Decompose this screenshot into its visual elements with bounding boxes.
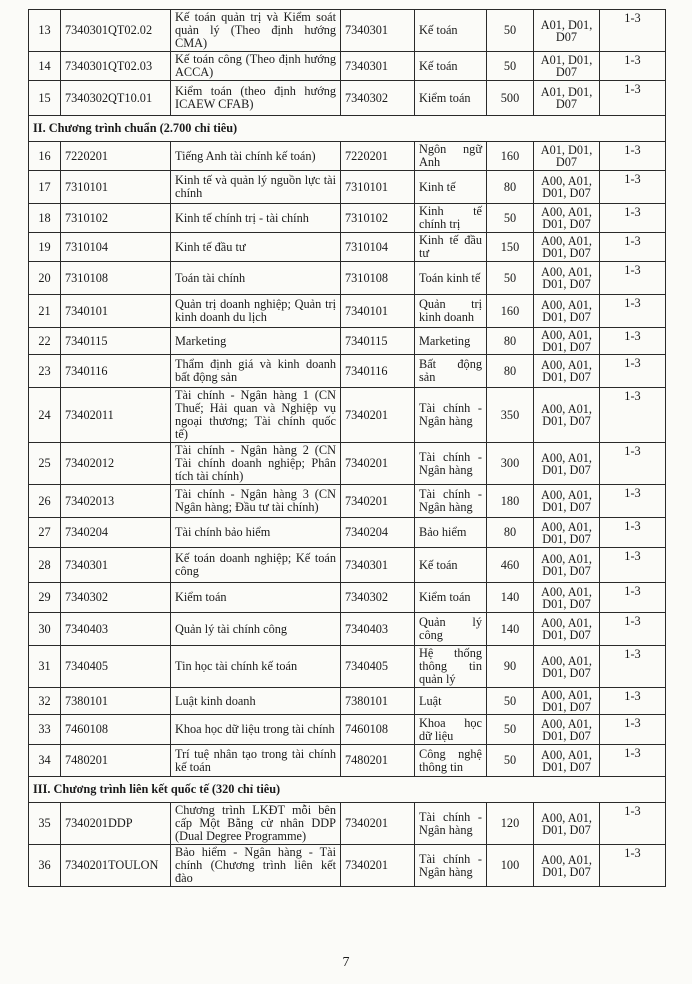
note-cell: 1-3	[600, 142, 666, 171]
program-name-cell: Kế toán quản trị và Kiểm soát quản lý (Theo định hướng CMA)	[171, 10, 341, 52]
code-cell: 7340302	[61, 583, 171, 613]
stt-cell: 17	[29, 171, 61, 204]
code-cell: 7310102	[61, 204, 171, 233]
subject-combo-cell: A00, A01, D01, D07	[534, 204, 600, 233]
program-name-cell: Khoa học dữ liệu trong tài chính	[171, 715, 341, 745]
note-cell: 1-3	[600, 646, 666, 688]
stt-cell: 30	[29, 613, 61, 646]
code-cell: 7340201DDP	[61, 803, 171, 845]
table-row	[29, 646, 666, 688]
subject-combo-cell: A00, A01, D01, D07	[534, 803, 600, 845]
stt-cell: 20	[29, 262, 61, 295]
major-name-cell: Tài chính - Ngân hàng	[415, 485, 487, 518]
quota-cell: 140	[487, 613, 534, 646]
code-cell: 7340301QT02.02	[61, 10, 171, 52]
code-cell: 7340405	[61, 646, 171, 688]
table-row	[29, 171, 666, 204]
major-name-cell: Quản lý công	[415, 613, 487, 646]
code-cell: 7220201	[61, 142, 171, 171]
subject-combo-cell: A00, A01, D01, D07	[534, 295, 600, 328]
subject-combo-cell: A00, A01, D01, D07	[534, 583, 600, 613]
major-name-cell: Ngôn ngữ Anh	[415, 142, 487, 171]
code-cell: 7340201TOULON	[61, 845, 171, 887]
quota-cell: 160	[487, 142, 534, 171]
code-cell: 7480201	[61, 745, 171, 777]
code-cell: 7340204	[61, 518, 171, 548]
table-row	[29, 745, 666, 777]
stt-cell: 23	[29, 355, 61, 388]
major-code-cell: 7340403	[341, 613, 415, 646]
table-row	[29, 10, 666, 52]
note-cell: 1-3	[600, 52, 666, 81]
quota-cell: 460	[487, 548, 534, 583]
subject-combo-cell: A00, A01, D01, D07	[534, 443, 600, 485]
subject-combo-cell: A00, A01, D01, D07	[534, 715, 600, 745]
table-row	[29, 485, 666, 518]
subject-combo-cell: A00, A01, D01, D07	[534, 355, 600, 388]
note-cell: 1-3	[600, 485, 666, 518]
stt-cell: 31	[29, 646, 61, 688]
code-cell: 73402012	[61, 443, 171, 485]
stt-cell: 15	[29, 81, 61, 116]
quota-cell: 180	[487, 485, 534, 518]
quota-cell: 120	[487, 803, 534, 845]
stt-cell: 19	[29, 233, 61, 262]
major-code-cell: 7340204	[341, 518, 415, 548]
subject-combo-cell: A00, A01, D01, D07	[534, 518, 600, 548]
note-cell: 1-3	[600, 688, 666, 715]
stt-cell: 22	[29, 328, 61, 355]
code-cell: 7310108	[61, 262, 171, 295]
table-row	[29, 803, 666, 845]
quota-cell: 90	[487, 646, 534, 688]
subject-combo-cell: A00, A01, D01, D07	[534, 388, 600, 443]
major-name-cell: Quản trị kinh doanh	[415, 295, 487, 328]
major-code-cell: 7340405	[341, 646, 415, 688]
program-name-cell: Tài chính - Ngân hàng 2 (CN Tài chính doanh nghiệp; Phân tích tài chính)	[171, 443, 341, 485]
major-code-cell: 7340116	[341, 355, 415, 388]
major-name-cell: Toán kinh tế	[415, 262, 487, 295]
major-name-cell: Hệ thống thông tin quản lý	[415, 646, 487, 688]
major-code-cell: 7310108	[341, 262, 415, 295]
major-code-cell: 7310102	[341, 204, 415, 233]
section-title: II. Chương trình chuẩn (2.700 chỉ tiêu)	[29, 116, 666, 142]
stt-cell: 28	[29, 548, 61, 583]
table-row	[29, 262, 666, 295]
subject-combo-cell: A00, A01, D01, D07	[534, 233, 600, 262]
table-body	[29, 10, 666, 887]
program-name-cell: Quản trị doanh nghiệp; Quản trị kinh doanh du lịch	[171, 295, 341, 328]
code-cell: 73402011	[61, 388, 171, 443]
quota-cell: 80	[487, 171, 534, 204]
stt-cell: 25	[29, 443, 61, 485]
major-code-cell: 7310104	[341, 233, 415, 262]
subject-combo-cell: A01, D01, D07	[534, 81, 600, 116]
program-name-cell: Tài chính bảo hiểm	[171, 518, 341, 548]
table-row	[29, 295, 666, 328]
subject-combo-cell: A01, D01, D07	[534, 52, 600, 81]
program-name-cell: Kinh tế chính trị - tài chính	[171, 204, 341, 233]
program-name-cell: Kiểm toán	[171, 583, 341, 613]
major-code-cell: 7460108	[341, 715, 415, 745]
stt-cell: 32	[29, 688, 61, 715]
subject-combo-cell: A01, D01, D07	[534, 10, 600, 52]
subject-combo-cell: A00, A01, D01, D07	[534, 646, 600, 688]
code-cell: 7340301	[61, 548, 171, 583]
program-name-cell: Chương trình LKĐT mỗi bên cấp Một Bằng cử nhân DDP (Dual Degree Programme)	[171, 803, 341, 845]
major-name-cell: Kinh tế	[415, 171, 487, 204]
section-title: III. Chương trình liên kết quốc tế (320 chỉ tiêu)	[29, 777, 666, 803]
major-code-cell: 7340201	[341, 443, 415, 485]
note-cell: 1-3	[600, 262, 666, 295]
note-cell: 1-3	[600, 204, 666, 233]
table-row	[29, 233, 666, 262]
quota-cell: 80	[487, 328, 534, 355]
major-code-cell: 7340302	[341, 583, 415, 613]
major-code-cell: 7310101	[341, 171, 415, 204]
major-name-cell: Kế toán	[415, 52, 487, 81]
major-name-cell: Kiểm toán	[415, 81, 487, 116]
stt-cell: 16	[29, 142, 61, 171]
major-name-cell: Luật	[415, 688, 487, 715]
major-name-cell: Tài chính - Ngân hàng	[415, 443, 487, 485]
table-row	[29, 548, 666, 583]
table-row	[29, 142, 666, 171]
major-name-cell: Công nghệ thông tin	[415, 745, 487, 777]
stt-cell: 34	[29, 745, 61, 777]
program-name-cell: Tin học tài chính kế toán	[171, 646, 341, 688]
major-code-cell: 7340101	[341, 295, 415, 328]
table-row	[29, 613, 666, 646]
program-name-cell: Quản lý tài chính công	[171, 613, 341, 646]
subject-combo-cell: A00, A01, D01, D07	[534, 262, 600, 295]
table-row	[29, 388, 666, 443]
code-cell: 7340101	[61, 295, 171, 328]
subject-combo-cell: A00, A01, D01, D07	[534, 485, 600, 518]
stt-cell: 24	[29, 388, 61, 443]
quota-cell: 50	[487, 688, 534, 715]
major-name-cell: Bất động sản	[415, 355, 487, 388]
note-cell: 1-3	[600, 583, 666, 613]
program-name-cell: Toán tài chính	[171, 262, 341, 295]
major-code-cell: 7340302	[341, 81, 415, 116]
quota-cell: 100	[487, 845, 534, 887]
table-row	[29, 52, 666, 81]
major-name-cell: Kiểm toán	[415, 583, 487, 613]
quota-cell: 50	[487, 204, 534, 233]
quota-cell: 140	[487, 583, 534, 613]
code-cell: 7340116	[61, 355, 171, 388]
major-name-cell: Tài chính - Ngân hàng	[415, 388, 487, 443]
code-cell: 7340301QT02.03	[61, 52, 171, 81]
stt-cell: 27	[29, 518, 61, 548]
subject-combo-cell: A00, A01, D01, D07	[534, 328, 600, 355]
table-row	[29, 583, 666, 613]
program-name-cell: Kinh tế đầu tư	[171, 233, 341, 262]
stt-cell: 36	[29, 845, 61, 887]
major-name-cell: Tài chính - Ngân hàng	[415, 845, 487, 887]
note-cell: 1-3	[600, 295, 666, 328]
program-name-cell: Tài chính - Ngân hàng 3 (CN Ngân hàng; Đầu tư tài chính)	[171, 485, 341, 518]
note-cell: 1-3	[600, 443, 666, 485]
table-row	[29, 81, 666, 116]
table-row	[29, 715, 666, 745]
quota-cell: 350	[487, 388, 534, 443]
quota-cell: 160	[487, 295, 534, 328]
table-row	[29, 518, 666, 548]
major-code-cell: 7480201	[341, 745, 415, 777]
major-code-cell: 7220201	[341, 142, 415, 171]
quota-cell: 50	[487, 262, 534, 295]
subject-combo-cell: A00, A01, D01, D07	[534, 745, 600, 777]
note-cell: 1-3	[600, 388, 666, 443]
table-row	[29, 688, 666, 715]
subject-combo-cell: A00, A01, D01, D07	[534, 688, 600, 715]
code-cell: 7340403	[61, 613, 171, 646]
section-header-row	[29, 777, 666, 803]
stt-cell: 35	[29, 803, 61, 845]
quota-cell: 500	[487, 81, 534, 116]
subject-combo-cell: A00, A01, D01, D07	[534, 845, 600, 887]
note-cell: 1-3	[600, 355, 666, 388]
subject-combo-cell: A00, A01, D01, D07	[534, 613, 600, 646]
note-cell: 1-3	[600, 10, 666, 52]
code-cell: 7340115	[61, 328, 171, 355]
code-cell: 7380101	[61, 688, 171, 715]
table-row	[29, 328, 666, 355]
program-name-cell: Tiếng Anh tài chính kế toán)	[171, 142, 341, 171]
program-name-cell: Kế toán doanh nghiệp; Kế toán công	[171, 548, 341, 583]
note-cell: 1-3	[600, 613, 666, 646]
note-cell: 1-3	[600, 518, 666, 548]
major-code-cell: 7340301	[341, 52, 415, 81]
major-code-cell: 7340201	[341, 388, 415, 443]
page-number: 7	[342, 955, 350, 970]
program-name-cell: Tài chính - Ngân hàng 1 (CN Thuế; Hải quan và Nghiệp vụ ngoại thương; Tài chính quốc tế)	[171, 388, 341, 443]
table-row	[29, 355, 666, 388]
stt-cell: 26	[29, 485, 61, 518]
major-name-cell: Tài chính - Ngân hàng	[415, 803, 487, 845]
note-cell: 1-3	[600, 548, 666, 583]
major-name-cell: Kinh tế chính trị	[415, 204, 487, 233]
major-name-cell: Marketing	[415, 328, 487, 355]
program-name-cell: Luật kinh doanh	[171, 688, 341, 715]
note-cell: 1-3	[600, 171, 666, 204]
note-cell: 1-3	[600, 328, 666, 355]
quota-cell: 50	[487, 745, 534, 777]
note-cell: 1-3	[600, 803, 666, 845]
program-name-cell: Marketing	[171, 328, 341, 355]
code-cell: 7460108	[61, 715, 171, 745]
quota-cell: 80	[487, 518, 534, 548]
major-code-cell: 7340201	[341, 845, 415, 887]
code-cell: 7340302QT10.01	[61, 81, 171, 116]
major-name-cell: Bảo hiểm	[415, 518, 487, 548]
major-name-cell: Khoa học dữ liệu	[415, 715, 487, 745]
note-cell: 1-3	[600, 845, 666, 887]
major-code-cell: 7340301	[341, 548, 415, 583]
note-cell: 1-3	[600, 715, 666, 745]
quota-cell: 50	[487, 715, 534, 745]
stt-cell: 21	[29, 295, 61, 328]
stt-cell: 29	[29, 583, 61, 613]
table-row	[29, 845, 666, 887]
major-name-cell: Kế toán	[415, 10, 487, 52]
stt-cell: 33	[29, 715, 61, 745]
section-header-row	[29, 116, 666, 142]
major-code-cell: 7340301	[341, 10, 415, 52]
stt-cell: 18	[29, 204, 61, 233]
program-name-cell: Thẩm định giá và kinh doanh bất động sản	[171, 355, 341, 388]
program-name-cell: Bảo hiểm - Ngân hàng - Tài chính (Chương trình liên kết đào	[171, 845, 341, 887]
quota-cell: 80	[487, 355, 534, 388]
stt-cell: 14	[29, 52, 61, 81]
quota-cell: 300	[487, 443, 534, 485]
program-name-cell: Kiểm toán (theo định hướng ICAEW CFAB)	[171, 81, 341, 116]
note-cell: 1-3	[600, 745, 666, 777]
major-code-cell: 7340201	[341, 803, 415, 845]
note-cell: 1-3	[600, 81, 666, 116]
quota-cell: 150	[487, 233, 534, 262]
table-row	[29, 443, 666, 485]
code-cell: 7310104	[61, 233, 171, 262]
major-name-cell: Kinh tế đầu tư	[415, 233, 487, 262]
code-cell: 73402013	[61, 485, 171, 518]
note-cell: 1-3	[600, 233, 666, 262]
major-code-cell: 7340115	[341, 328, 415, 355]
major-name-cell: Kế toán	[415, 548, 487, 583]
major-code-cell: 7380101	[341, 688, 415, 715]
table-row	[29, 204, 666, 233]
code-cell: 7310101	[61, 171, 171, 204]
major-code-cell: 7340201	[341, 485, 415, 518]
subject-combo-cell: A01, D01, D07	[534, 142, 600, 171]
admissions-table	[28, 9, 666, 887]
quota-cell: 50	[487, 52, 534, 81]
program-name-cell: Kinh tế và quản lý nguồn lực tài chính	[171, 171, 341, 204]
program-name-cell: Trí tuệ nhân tạo trong tài chính kế toán	[171, 745, 341, 777]
subject-combo-cell: A00, A01, D01, D07	[534, 548, 600, 583]
stt-cell: 13	[29, 10, 61, 52]
quota-cell: 50	[487, 10, 534, 52]
program-name-cell: Kế toán công (Theo định hướng ACCA)	[171, 52, 341, 81]
subject-combo-cell: A00, A01, D01, D07	[534, 171, 600, 204]
